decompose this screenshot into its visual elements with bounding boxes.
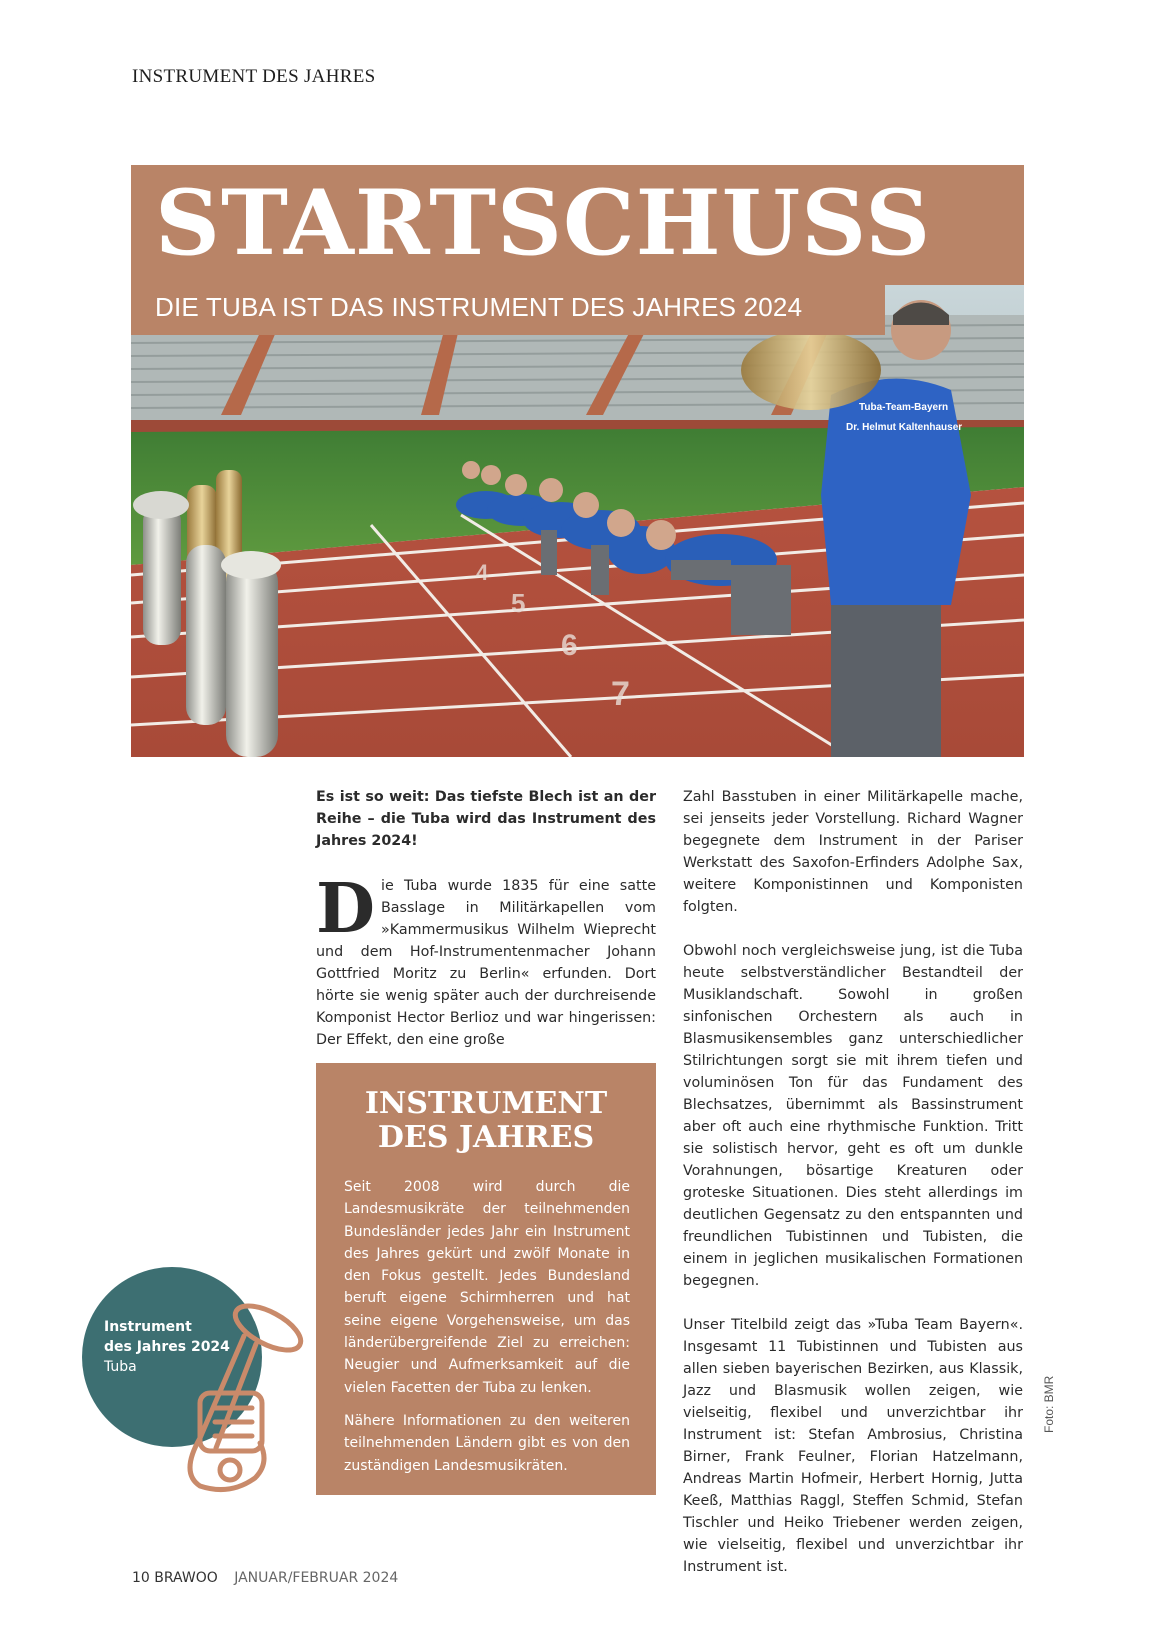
info-box-title: [316, 1087, 656, 1155]
svg-text:6: 6: [561, 629, 578, 662]
page-footer: [132, 1570, 398, 1586]
logo-line-1: Instrument: [104, 1319, 192, 1335]
logo-line-3: Tuba: [104, 1359, 137, 1375]
issue-date: JANUAR/FEBRUAR 2024: [234, 1570, 399, 1586]
info-box: [316, 1063, 656, 1495]
article-right-column: [683, 786, 1023, 1578]
info-box-body: [344, 1176, 630, 1477]
headline-band: [131, 165, 1024, 285]
photo-credit: Foto: BMR: [1042, 1375, 1056, 1433]
body-text: ie Tuba wurde 1835 für eine satte Basslage in Militärkapellen vom »Kammermusikus Wilhelm Wieprecht und dem Hof-Instrumentenmacher Johann Gottfried Moritz zu Berlin« erfunden. Dort hörte sie wenig später auch der durchreisende Komponist Hector Berlioz und war hingerissen: Der Effekt, den eine große: [316, 878, 656, 1048]
svg-text:4: 4: [476, 560, 489, 585]
body-paragraph-r1: Zahl Basstuben in einer Militärkapelle mache, sei jenseits jeder Vorstellung. Richard Wagner begegnete dem Instrument in der Pariser Werkstatt des Saxofon-Erfinders Adolphe Sax, weitere Komponistinnen und Komponisten folgten.: [683, 789, 1023, 915]
magazine-name: BRAWOO: [154, 1570, 218, 1586]
info-box-paragraph-1: Seit 2008 wird durch die Landesmusikräte der teilnehmenden Bundesländer jedes Jahr ein Instrument des Jahres gekürt und zwölf Monate in den Fokus gestellt. Jedes Bundesland beruft eigene Schirmherren und hat seine eigene Vorgehensweise, um das länderübergreifende Ziel zu erreichen: Neugier und Aufmerksamkeit auf die vielen Facetten der Tuba zu lenken.: [344, 1179, 630, 1396]
info-box-title-line2: DES JAHRES: [377, 1120, 595, 1155]
instrument-logo-text: [104, 1317, 230, 1377]
headline: STARTSCHUSS: [155, 170, 932, 276]
body-paragraph-r2: Obwohl noch vergleichsweise jung, ist die Tuba heute selbstverständlicher Bestandteil der Musiklandschaft. Sowohl in großen sinfonischen Orchestern als auch in Blasmusikensembles ganz unterschiedlicher Stilrichtungen sorgt sie mit ihrem tiefen und voluminösen Ton für das Fundament des Blechsatzes, übernimmt als Bassinstrument aber oft auch eine rhythmische Funktion. Tritt sie solistisch hervor, geht es oft um dunkle Vorahnungen, bösartige Kreaturen oder groteske Situationen. Dies steht allerdings im deutlichen Gegensatz zu den entspannten und freundlichen Tubistinnen und Tubisten, die einem in jeglichen musikalischen Formationen begegnen.: [683, 943, 1023, 1289]
page-number: 10: [132, 1570, 150, 1586]
subheadline-band: [131, 285, 885, 335]
drop-cap: D: [316, 869, 375, 949]
svg-text:7: 7: [611, 675, 630, 713]
svg-text:5: 5: [511, 588, 526, 618]
jersey-text-1: Tuba-Team-Bayern: [859, 402, 949, 413]
info-box-paragraph-2: Nähere Informationen zu den weiteren teilnehmenden Ländern gibt es von den zuständigen Landesmusikräten.: [344, 1412, 630, 1474]
logo-line-2: des Jahres 2024: [104, 1339, 230, 1355]
article-left-column: [316, 786, 656, 1051]
section-label: INSTRUMENT DES JAHRES: [132, 66, 376, 87]
lead-paragraph: Es ist so weit: Das tiefste Blech ist an der Reihe – die Tuba wird das Instrument des Jahres 2024!: [316, 789, 656, 849]
subheadline: DIE TUBA IST DAS INSTRUMENT DES JAHRES 2024: [155, 292, 803, 322]
jersey-text-2: Dr. Helmut Kaltenhauser: [846, 422, 963, 433]
info-box-title-line1: INSTRUMENT: [364, 1086, 608, 1121]
body-paragraph: [316, 869, 656, 1051]
body-paragraph-r3: Unser Titelbild zeigt das »Tuba Team Bayern«. Insgesamt 11 Tubistinnen und Tubisten aus allen sieben bayerischen Bezirken, aus Klassik, Jazz und Blasmusik wollen zeigen, wie vielseitig, flexibel und unverzichtbar ihr Instrument ist: Stefan Ambrosius, Christina Birner, Frank Feulner, Florian Hatzelmann, Andreas Martin Hofmeir, Herbert Hornig, Jutta Keeß, Matthias Raggl, Steffen Schmid, Stefan Tischler und Heiko Triebener werden zeigen, wie vielseitig, flexibel und unverzichtbar ihr Instrument ist.: [683, 1317, 1023, 1575]
